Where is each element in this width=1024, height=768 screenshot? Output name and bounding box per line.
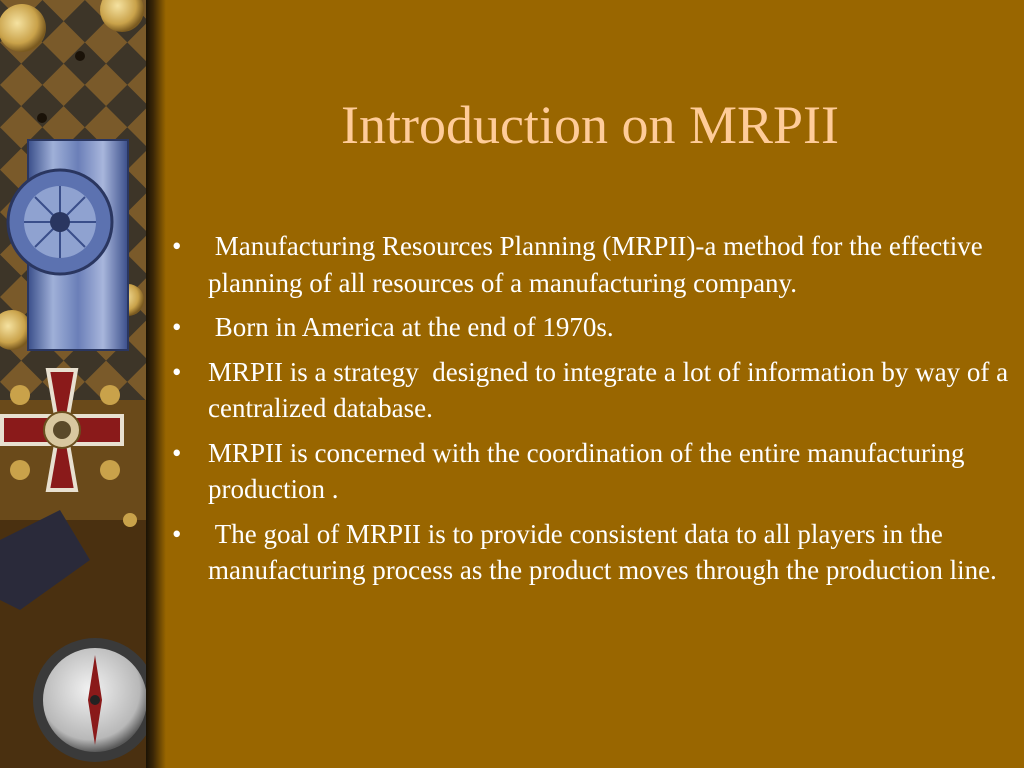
bullet-item: • Manufacturing Resources Planning (MRPII)-a method for the effective planning of all resources of a manufacturing company. [170,228,1015,301]
decorative-medals-image [0,0,146,768]
bullet-item: • The goal of MRPII is to provide consistent data to all players in the manufacturing process as the product moves through the production line. [170,516,1015,589]
bullet-item: • Born in America at the end of 1970s. [170,309,1015,346]
bullet-item: • MRPII is a strategy designed to integrate a lot of information by way of a centralized database. [170,354,1015,427]
slide-title: Introduction on MRPII [341,95,839,155]
bullet-list [170,228,1015,597]
strip-edge-shadow [146,0,166,768]
bullet-item: • MRPII is concerned with the coordination of the entire manufacturing production . [170,435,1015,508]
